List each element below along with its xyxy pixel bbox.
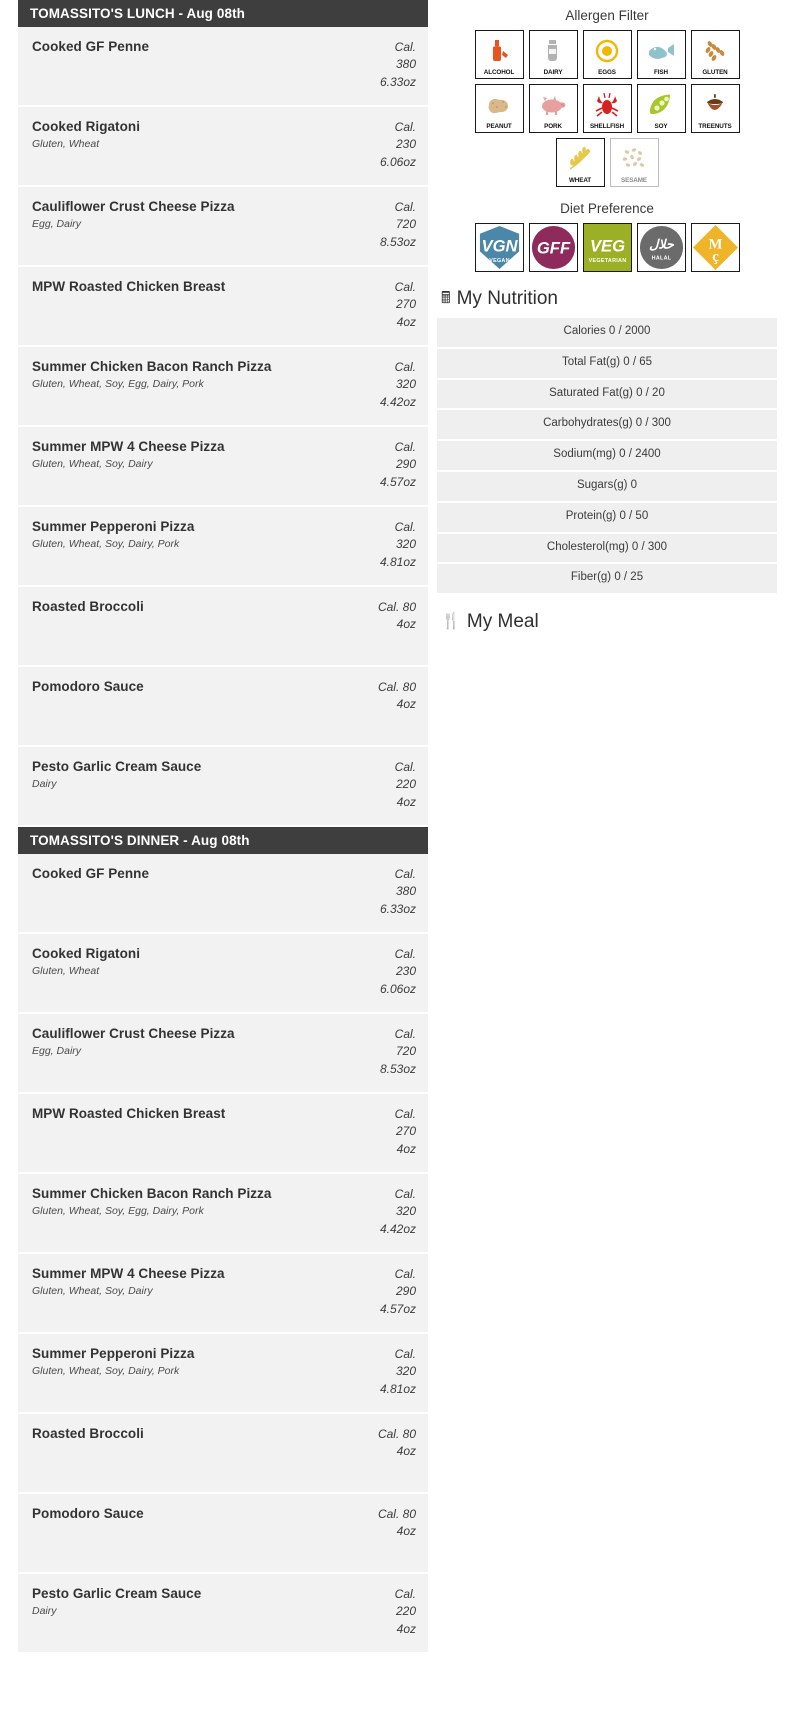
menu-section-header: TOMASSITO'S DINNER - Aug 08th: [18, 827, 428, 854]
menu-item-allergens: Gluten, Wheat, Soy, Dairy, Pork: [32, 537, 180, 550]
wheat-stalk-icon: [693, 33, 738, 69]
menu-item-calorie-label: Cal.: [394, 280, 416, 294]
menu-item-info: [32, 946, 354, 979]
menu-item-row[interactable]: [18, 1334, 428, 1414]
menu-item-row[interactable]: [18, 1094, 428, 1174]
menu-item-row[interactable]: [18, 507, 428, 587]
menu-item-weight: 4.81oz: [379, 554, 416, 569]
nutrition-row: Sugars(g) 0: [437, 472, 777, 503]
menu-item-info: [32, 1026, 354, 1059]
menu-item-calorie-value: 220: [395, 777, 416, 792]
menu-item-name: Pesto Garlic Cream Sauce: [32, 1586, 202, 1601]
menu-item-weight: 4.57oz: [379, 474, 416, 489]
menu-item-weight: 8.53oz: [379, 1061, 416, 1076]
menu-item-name: Summer Pepperoni Pizza: [32, 519, 195, 534]
menu-item-calorie-value: 270: [395, 297, 416, 312]
menu-item-row[interactable]: [18, 267, 428, 347]
menu-item-nutrition: [354, 199, 416, 251]
menu-item-row[interactable]: [18, 1574, 428, 1654]
right-sidebar: [437, 0, 777, 681]
menu-item-nutrition: [354, 39, 416, 91]
menu-item-nutrition: [354, 1266, 416, 1318]
svg-text:M: M: [708, 236, 722, 253]
menu-item-nutrition: [354, 1586, 416, 1638]
menu-item-info: [32, 1506, 354, 1523]
nutrition-row: Saturated Fat(g) 0 / 20: [437, 380, 777, 411]
svg-text:VEG: VEG: [589, 236, 625, 256]
allergen-filter-label: TREENUTS: [698, 123, 732, 130]
menu-item-allergens: Gluten, Wheat, Soy, Egg, Dairy, Pork: [32, 377, 204, 390]
svg-text:GFF: GFF: [536, 238, 570, 258]
menu-item-calorie-value: 720: [395, 1044, 416, 1059]
allergen-filter-label: DAIRY: [543, 69, 563, 76]
menu-item-info: [32, 1106, 354, 1123]
fried-egg-icon: [585, 33, 630, 69]
made-clean-badge-icon-shape: [692, 224, 739, 271]
menu-item-name: Cooked GF Penne: [32, 39, 150, 54]
diet-preference-halal-badge-icon[interactable]: [637, 223, 686, 272]
allergen-filter-label: SESAME: [621, 177, 647, 184]
menu-item-calorie-value: 270: [395, 1124, 416, 1139]
menu-item-allergens: Egg, Dairy: [32, 217, 82, 230]
menu-item-info: [32, 519, 354, 552]
menu-item-info: [32, 1266, 354, 1299]
menu-item-calorie-label: Cal.: [394, 40, 416, 54]
menu-item-info: [32, 119, 354, 152]
allergen-filter-label: ALCOHOL: [483, 69, 515, 76]
menu-item-nutrition: [354, 679, 416, 714]
pig-icon: [531, 87, 576, 123]
menu-item-calorie-value: 230: [395, 964, 416, 979]
menu-item-row[interactable]: [18, 747, 428, 827]
allergen-filter-wheat-button[interactable]: [556, 138, 605, 187]
menu-item-nutrition: [354, 519, 416, 571]
menu-item-weight: 4oz: [396, 1524, 416, 1539]
menu-item-calorie-label: Cal.: [394, 1027, 416, 1041]
menu-item-weight: 4oz: [396, 1621, 416, 1636]
allergen-filter-label: FISH: [654, 69, 668, 76]
allergen-filter-sesame-button[interactable]: [610, 138, 659, 187]
allergen-filter-alcohol-button[interactable]: [475, 30, 524, 79]
allergen-filter-label: SOY: [654, 123, 668, 130]
menu-item-name: Summer Chicken Bacon Ranch Pizza: [32, 359, 272, 374]
my-nutrition-list: [437, 318, 777, 595]
allergen-filter-gluten-button[interactable]: [691, 30, 740, 79]
menu-item-row[interactable]: [18, 1414, 428, 1494]
acorn-icon: [693, 87, 738, 123]
menu-section-header: TOMASSITO'S LUNCH - Aug 08th: [18, 0, 428, 27]
menu-item-weight: 6.06oz: [379, 154, 416, 169]
menu-item-calorie-label: Cal. 80: [377, 680, 416, 694]
my-meal-list: [437, 641, 777, 681]
menu-item-info: [32, 199, 354, 232]
menu-item-weight: 6.33oz: [379, 901, 416, 916]
fork-knife-icon: 🍴: [441, 613, 461, 631]
menu-item-name: Roasted Broccoli: [32, 1426, 144, 1441]
sesame-seeds-icon: [612, 141, 657, 177]
menu-item-nutrition: [354, 759, 416, 811]
svg-text:VEGETARIAN: VEGETARIAN: [588, 258, 626, 265]
allergen-filter-label: PEANUT: [486, 123, 512, 130]
allergen-filter-soy-button[interactable]: [637, 84, 686, 133]
fish-icon: [639, 33, 684, 69]
menu-item-calorie-value: 320: [395, 377, 416, 392]
menu-item-row[interactable]: [18, 1254, 428, 1334]
menu-item-calorie-value: 320: [395, 537, 416, 552]
menu-item-weight: 4.42oz: [379, 1221, 416, 1236]
allergen-filter-title: Allergen Filter: [565, 8, 649, 23]
menu-item-info: [32, 1346, 354, 1379]
menu-item-calorie-label: Cal.: [394, 120, 416, 134]
diet-preference-gluten-free-badge-icon[interactable]: [529, 223, 578, 272]
menu-item-weight: 4oz: [396, 697, 416, 712]
menu-item-weight: 4oz: [396, 617, 416, 632]
nutrition-row: Total Fat(g) 0 / 65: [437, 349, 777, 380]
allergen-filter-peanut-button[interactable]: [475, 84, 524, 133]
vegetarian-badge-icon-shape: [584, 224, 631, 271]
nutrition-row: Fiber(g) 0 / 25: [437, 564, 777, 595]
menu-item-row[interactable]: [18, 854, 428, 934]
svg-text:ç: ç: [711, 249, 719, 266]
nutrition-row: Calories 0 / 2000: [437, 318, 777, 349]
nutrition-row: Sodium(mg) 0 / 2400: [437, 441, 777, 472]
menu-item-name: Cauliflower Crust Cheese Pizza: [32, 199, 235, 214]
diet-preference-grid: [437, 223, 777, 272]
allergen-filter-label: SHELLFISH: [589, 123, 625, 130]
menu-item-nutrition: [354, 279, 416, 331]
menu-item-name: Cooked GF Penne: [32, 866, 150, 881]
menu-item-allergens: Egg, Dairy: [32, 1044, 82, 1057]
menu-item-info: [32, 679, 354, 696]
menu-item-calorie-label: Cal.: [394, 440, 416, 454]
calculator-icon: 🖩: [441, 290, 451, 307]
diet-preference-vegetarian-badge-icon[interactable]: [583, 223, 632, 272]
menu-item-name: Pesto Garlic Cream Sauce: [32, 759, 202, 774]
menu-item-name: Summer MPW 4 Cheese Pizza: [32, 439, 225, 454]
menu-item-weight: 6.33oz: [379, 74, 416, 89]
menu-item-nutrition: [354, 946, 416, 998]
menu-item-info: [32, 866, 354, 883]
menu-item-weight: 4.81oz: [379, 1381, 416, 1396]
menu-item-calorie-label: Cal.: [394, 947, 416, 961]
allergen-filter-label: GLUTEN: [702, 69, 728, 76]
menu-item-allergens: Gluten, Wheat: [32, 964, 100, 977]
menu-item-nutrition: [354, 359, 416, 411]
menu-item-calorie-value: 290: [395, 1284, 416, 1299]
menu-item-row[interactable]: [18, 347, 428, 427]
menu-item-row[interactable]: [18, 667, 428, 747]
menu-item-calorie-value: 220: [395, 1604, 416, 1619]
alcohol-bottle-icon: [477, 33, 522, 69]
menu-item-name: Summer MPW 4 Cheese Pizza: [32, 1266, 225, 1281]
menu-item-name: Pomodoro Sauce: [32, 679, 144, 694]
allergen-filter-label: WHEAT: [568, 177, 592, 184]
vegan-badge-icon-shape: [476, 224, 523, 271]
milk-bottle-icon: [531, 33, 576, 69]
menu-item-calorie-label: Cal.: [394, 360, 416, 374]
my-nutrition-title: My Nutrition: [456, 288, 558, 309]
menu-item-nutrition: [354, 1186, 416, 1238]
menu-item-allergens: Gluten, Wheat, Soy, Dairy: [32, 1284, 153, 1297]
menu-item-info: [32, 359, 354, 392]
allergen-filter-pork-button[interactable]: [529, 84, 578, 133]
menu-item-row[interactable]: [18, 427, 428, 507]
diet-preference-title: Diet Preference: [560, 201, 654, 216]
menu-item-calorie-label: Cal. 80: [377, 600, 416, 614]
gluten-free-badge-icon-shape: [530, 224, 577, 271]
menu-item-calorie-label: Cal.: [394, 1187, 416, 1201]
svg-text:VEGAN: VEGAN: [488, 258, 510, 265]
menu-item-nutrition: [354, 1506, 416, 1541]
wheat-ear-icon: [558, 141, 603, 177]
menu-item-calorie-label: Cal.: [394, 1107, 416, 1121]
menu-item-weight: 4oz: [396, 314, 416, 329]
menu-item-info: [32, 1186, 354, 1219]
menu-item-allergens: Dairy: [32, 1604, 57, 1617]
menu-item-calorie-label: Cal.: [394, 867, 416, 881]
menu-item-name: Pomodoro Sauce: [32, 1506, 144, 1521]
menu-item-row[interactable]: [18, 187, 428, 267]
menu-item-nutrition: [354, 1106, 416, 1158]
allergen-filter-shellfish-button[interactable]: [583, 84, 632, 133]
menu-item-name: Roasted Broccoli: [32, 599, 144, 614]
menu-item-nutrition: [354, 1346, 416, 1398]
allergen-filter-fish-button[interactable]: [637, 30, 686, 79]
diet-preference-vegan-badge-icon[interactable]: [475, 223, 524, 272]
my-meal-heading: [441, 611, 777, 633]
allergen-filter-eggs-button[interactable]: [583, 30, 632, 79]
menu-item-nutrition: [354, 439, 416, 491]
menu-item-info: [32, 1586, 354, 1619]
menu-item-name: Cooked Rigatoni: [32, 946, 140, 961]
diet-preference-made-clean-badge-icon[interactable]: [691, 223, 740, 272]
menu-item-weight: 4oz: [396, 1141, 416, 1156]
menu-item-nutrition: [354, 119, 416, 171]
my-nutrition-heading: [441, 288, 777, 310]
menu-item-nutrition: [354, 1026, 416, 1078]
menu-item-weight: 8.53oz: [379, 234, 416, 249]
menu-item-allergens: Gluten, Wheat, Soy, Egg, Dairy, Pork: [32, 1204, 204, 1217]
menu-item-calorie-label: Cal.: [394, 520, 416, 534]
menu-item-calorie-label: Cal.: [394, 1587, 416, 1601]
menu-item-calorie-label: Cal.: [394, 1267, 416, 1281]
svg-text:HALAL: HALAL: [651, 255, 671, 262]
menu-item-calorie-value: 380: [395, 57, 416, 72]
menu-item-name: Cauliflower Crust Cheese Pizza: [32, 1026, 235, 1041]
menu-item-row[interactable]: [18, 1174, 428, 1254]
menu-item-row[interactable]: [18, 934, 428, 1014]
menu-item-nutrition: [354, 866, 416, 918]
menu-item-calorie-label: Cal.: [394, 1347, 416, 1361]
menu-item-info: [32, 759, 354, 792]
menu-item-weight: 4oz: [396, 1444, 416, 1459]
my-meal-title: My Meal: [466, 611, 539, 633]
svg-text:حلال: حلال: [648, 236, 674, 252]
halal-badge-icon-shape: [638, 224, 685, 271]
menu-column: [18, 0, 428, 1654]
menu-item-calorie-value: 380: [395, 884, 416, 899]
menu-item-info: [32, 39, 354, 56]
menu-item-weight: 4.42oz: [379, 394, 416, 409]
menu-item-info: [32, 599, 354, 616]
menu-item-weight: 6.06oz: [379, 981, 416, 996]
menu-item-nutrition: [354, 599, 416, 634]
menu-item-row[interactable]: [18, 1494, 428, 1574]
menu-item-allergens: Dairy: [32, 777, 57, 790]
menu-item-name: Summer Chicken Bacon Ranch Pizza: [32, 1186, 272, 1201]
menu-item-name: Cooked Rigatoni: [32, 119, 140, 134]
menu-item-info: [32, 439, 354, 472]
allergen-filter-treenuts-button[interactable]: [691, 84, 740, 133]
menu-item-row[interactable]: [18, 587, 428, 667]
menu-item-row[interactable]: [18, 107, 428, 187]
menu-item-calorie-value: 320: [395, 1204, 416, 1219]
menu-item-info: [32, 279, 354, 296]
allergen-filter-dairy-button[interactable]: [529, 30, 578, 79]
menu-item-weight: 4.57oz: [379, 1301, 416, 1316]
menu-item-allergens: Gluten, Wheat, Soy, Dairy, Pork: [32, 1364, 180, 1377]
menu-item-weight: 4oz: [396, 794, 416, 809]
allergen-filter-label: EGGS: [598, 69, 616, 76]
menu-item-allergens: Gluten, Wheat: [32, 137, 100, 150]
menu-item-calorie-label: Cal.: [394, 760, 416, 774]
peanut-icon: [477, 87, 522, 123]
menu-item-calorie-value: 320: [395, 1364, 416, 1379]
menu-item-calorie-label: Cal.: [394, 200, 416, 214]
menu-item-row[interactable]: [18, 1014, 428, 1094]
lobster-icon: [585, 87, 630, 123]
svg-text:VGN: VGN: [480, 236, 518, 256]
menu-item-name: MPW Roasted Chicken Breast: [32, 279, 226, 294]
nutrition-row: Cholesterol(mg) 0 / 300: [437, 534, 777, 565]
menu-item-calorie-value: 230: [395, 137, 416, 152]
menu-item-info: [32, 1426, 354, 1443]
menu-item-name: Summer Pepperoni Pizza: [32, 1346, 195, 1361]
soybean-pod-icon: [639, 87, 684, 123]
allergen-filter-grid: [470, 30, 745, 187]
menu-item-nutrition: [354, 1426, 416, 1461]
menu-item-allergens: Gluten, Wheat, Soy, Dairy: [32, 457, 153, 470]
menu-item-row[interactable]: [18, 27, 428, 107]
allergen-filter-label: PORK: [544, 123, 562, 130]
menu-item-calorie-label: Cal. 80: [377, 1507, 416, 1521]
nutrition-row: Protein(g) 0 / 50: [437, 503, 777, 534]
menu-item-calorie-label: Cal. 80: [377, 1427, 416, 1441]
menu-item-calorie-value: 720: [395, 217, 416, 232]
nutrition-row: Carbohydrates(g) 0 / 300: [437, 410, 777, 441]
menu-item-name: MPW Roasted Chicken Breast: [32, 1106, 226, 1121]
menu-item-calorie-value: 290: [395, 457, 416, 472]
